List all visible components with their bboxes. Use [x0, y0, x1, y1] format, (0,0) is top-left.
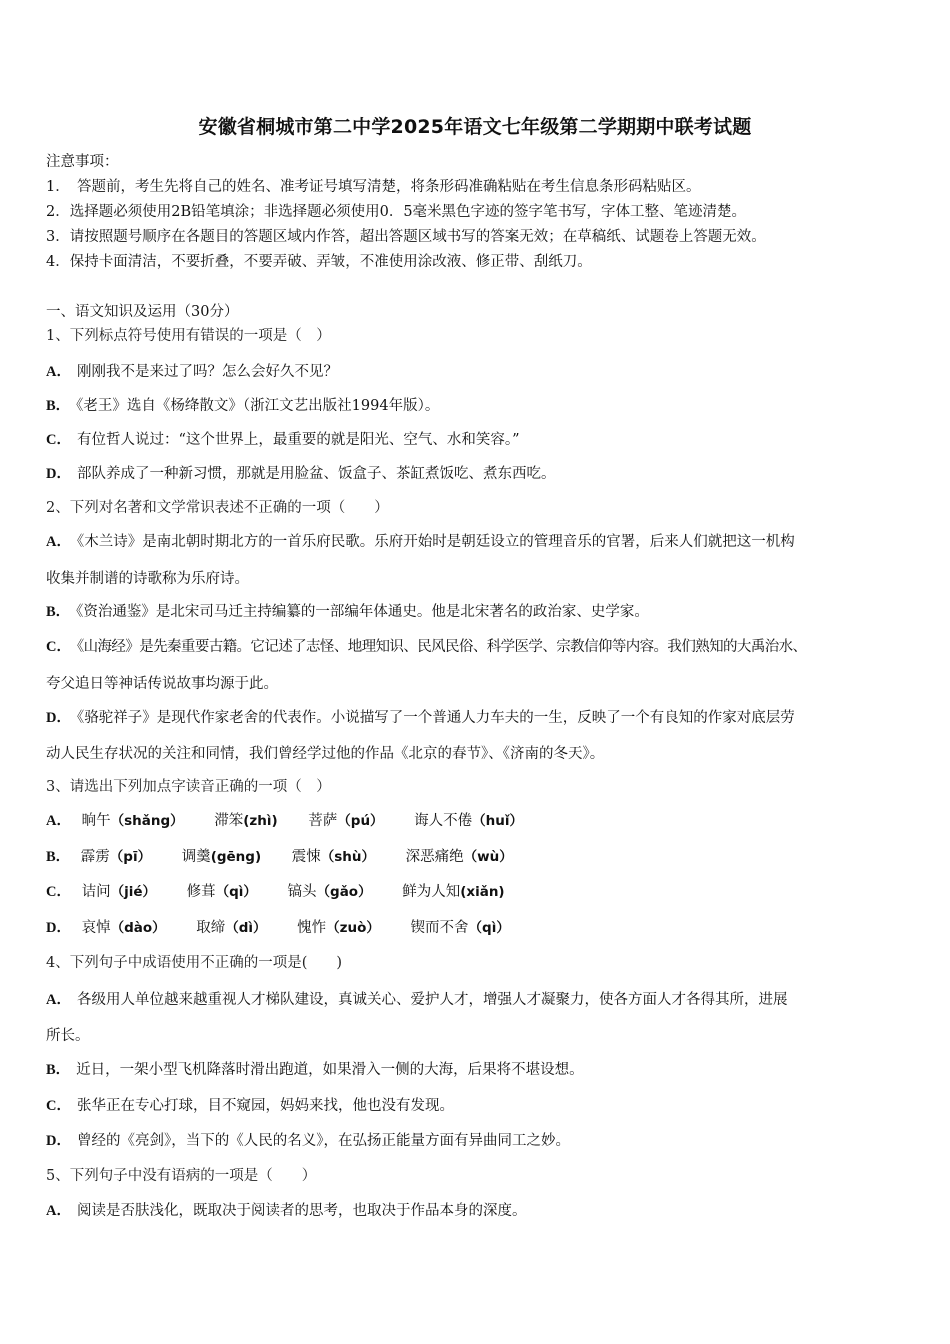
question-stem: 4、下列句子中成语使用不正确的一项是( ) [46, 955, 343, 971]
pinyin: （shǎng） [110, 813, 184, 829]
question-stem: 5、下列句子中没有语病的一项是（ ） [46, 1168, 317, 1184]
option [46, 464, 916, 484]
word: 哀悼 [81, 920, 111, 936]
word: 霹雳 [80, 849, 110, 865]
notice-item: 4．保持卡面清洁，不要折叠，不要弄破、弄皱，不准使用涂改液、修正带、刮纸刀。 [46, 254, 592, 270]
option-label: D． [46, 466, 71, 482]
pinyin-option-row [46, 918, 536, 938]
option-label: D． [46, 710, 71, 726]
option [46, 637, 916, 657]
pinyin: （jié） [110, 884, 157, 900]
option-text: 有位哲人说过：“这个世界上，最重要的就是阳光、空气、水和笑容。” [76, 432, 520, 448]
word: 愧怍 [297, 920, 327, 936]
notice-item: 1． 答题前，考生先将自己的姓名、准考证号填写清楚，将条形码准确粘贴在考生信息条形码粘贴区。 [46, 179, 701, 195]
pinyin-item [82, 882, 156, 902]
option [46, 708, 916, 728]
pinyin: (xiǎn) [460, 884, 505, 900]
pinyin-option-row [46, 882, 531, 902]
pinyin-item [406, 847, 513, 867]
option [46, 532, 916, 552]
pinyin: （gǎo） [316, 884, 372, 900]
option [46, 1096, 916, 1116]
pinyin-item [214, 811, 277, 831]
pinyin: （shù） [320, 849, 375, 865]
pinyin-item [288, 882, 372, 902]
pinyin-item [81, 847, 151, 867]
question-stem: 1、下列标点符号使用有错误的一项是（ ） [46, 328, 331, 344]
option-label: A． [46, 364, 71, 380]
pinyin: （qì） [468, 920, 510, 936]
option-label: C． [46, 639, 71, 655]
option [46, 602, 916, 622]
word: 滞笨 [214, 813, 244, 829]
option [46, 1201, 916, 1221]
pinyin-item [297, 918, 380, 938]
pinyin: （qì） [215, 884, 257, 900]
pinyin-item [187, 882, 257, 902]
option-label: B． [46, 849, 71, 865]
pinyin-option-row [46, 811, 549, 831]
option-label: C． [46, 884, 71, 900]
option [46, 1060, 916, 1080]
notice-item: 3．请按照题号顺序在各题目的答题区域内作答，超出答题区域书写的答案无效；在草稿纸、试题卷上答题无效。 [46, 229, 766, 245]
pinyin: （pú） [337, 813, 384, 829]
pinyin: (zhì) [243, 813, 278, 829]
option-text: 刚刚我不是来过了吗？怎么会好久不见？ [76, 364, 338, 380]
pinyin-item [292, 847, 375, 867]
option [46, 1131, 916, 1151]
pinyin: （wù） [463, 849, 513, 865]
notice-item: 2．选择题必须使用2B铅笔填涂；非选择题必须使用0．5毫米黑色字迹的签字笔书写，字体工整、笔迹清楚。 [46, 204, 747, 220]
option-text: 《骆驼祥子》是现代作家老舍的代表作。小说描写了一个普通人力车夫的一生，反映了一个有良知的作家对底层劳 [76, 710, 795, 726]
option-text: 阅读是否肤浅化，既取决于阅读者的思考，也取决于作品本身的深度。 [76, 1203, 527, 1219]
option-label: A． [46, 1203, 71, 1219]
pinyin-item [196, 918, 266, 938]
word: 诘问 [81, 884, 111, 900]
word: 菩萨 [308, 813, 338, 829]
option-label: C． [46, 432, 71, 448]
option-label: D． [46, 920, 71, 936]
question-stem: 3、请选出下列加点字读音正确的一项（ ） [46, 779, 331, 795]
option-text: 《木兰诗》是南北朝时期北方的一首乐府民歌。乐府开始时是朝廷设立的管理音乐的官署，后来人们就把这一机构 [76, 534, 795, 550]
pinyin: （huǐ） [472, 813, 524, 829]
option-label: B． [46, 604, 71, 620]
pinyin: （dì） [225, 920, 267, 936]
option-continued: 收集并制谱的诗歌称为乐府诗。 [46, 571, 249, 587]
pinyin: （zuò） [326, 920, 380, 936]
option-label: B． [46, 398, 71, 414]
pinyin-item [402, 882, 504, 902]
word: 调羹 [181, 849, 211, 865]
option-text: 近日，一架小型飞机降落时滑出跑道，如果滑入一侧的大海，后果将不堪设想。 [76, 1062, 584, 1078]
pinyin-item [82, 918, 166, 938]
option-label: C． [46, 1098, 71, 1114]
option-continued: 动人民生存状况的关注和同情，我们曾经学过他的作品《北京的春节》、《济南的冬天》。 [46, 746, 605, 762]
pinyin-item [182, 847, 261, 867]
option-label: D． [46, 1133, 71, 1149]
notice-heading: 注意事项： [46, 154, 119, 170]
option-continued: 所长。 [46, 1028, 90, 1044]
word: 取缔 [196, 920, 226, 936]
pinyin: (gēng) [210, 849, 262, 865]
word: 深恶痛绝 [405, 849, 464, 865]
question-stem: 2、下列对名著和文学常识表述不正确的一项（ ） [46, 500, 389, 516]
section-heading: 一、语文知识及运用（30分） [46, 304, 239, 320]
option-text: 《资治通鉴》是北宋司马迁主持编纂的一部编年体通史。他是北宋著名的政治家、史学家。 [76, 604, 649, 620]
option-label: A． [46, 534, 71, 550]
word: 鲜为人知 [402, 884, 461, 900]
option [46, 396, 916, 416]
pinyin-item [82, 811, 184, 831]
option [46, 990, 916, 1010]
pinyin: （pī） [109, 849, 152, 865]
option-text: 各级用人单位越来越重视人才梯队建设，真诚关心、爱护人才，增强人才凝聚力，使各方面人才各得其所，进展 [76, 992, 788, 1008]
word: 锲而不舍 [410, 920, 469, 936]
pinyin-item [308, 811, 383, 831]
pinyin-item [411, 918, 510, 938]
word: 诲人不倦 [414, 813, 473, 829]
option-label: A． [46, 992, 71, 1008]
word: 震悚 [291, 849, 321, 865]
option-text: 曾经的《亮剑》，当下的《人民的名义》，在弘扬正能量方面有异曲同工之妙。 [76, 1133, 570, 1149]
word: 修葺 [186, 884, 216, 900]
option-text: 张华正在专心打球，目不窥园，妈妈来找，他也没有发现。 [76, 1098, 454, 1114]
option-label: A． [46, 813, 71, 829]
option-text: 部队养成了一种新习惯，那就是用脸盆、饭盒子、茶缸煮饭吃、煮东西吃。 [76, 466, 556, 482]
option [46, 362, 916, 382]
pinyin-option-row [46, 847, 539, 867]
exam-title: 安徽省桐城市第二中学2025年语文七年级第二学期期中联考试题 [198, 116, 752, 138]
option [46, 430, 916, 450]
option-continued: 夸父追日等神话传说故事均源于此。 [46, 676, 278, 692]
option-label: B． [46, 1062, 71, 1078]
pinyin-item [414, 811, 523, 831]
pinyin: （dào） [110, 920, 166, 936]
word: 晌午 [81, 813, 111, 829]
option-text: 《老王》选自《杨绛散文》（浙江文艺出版社1994年版）。 [76, 398, 440, 414]
option-text: 《山海经》是先秦重要古籍。它记述了志怪、地理知识、民风民俗、科学医学、宗教信仰等内容。我们熟知的大禹治水、 [76, 639, 807, 655]
word: 镐头 [287, 884, 317, 900]
